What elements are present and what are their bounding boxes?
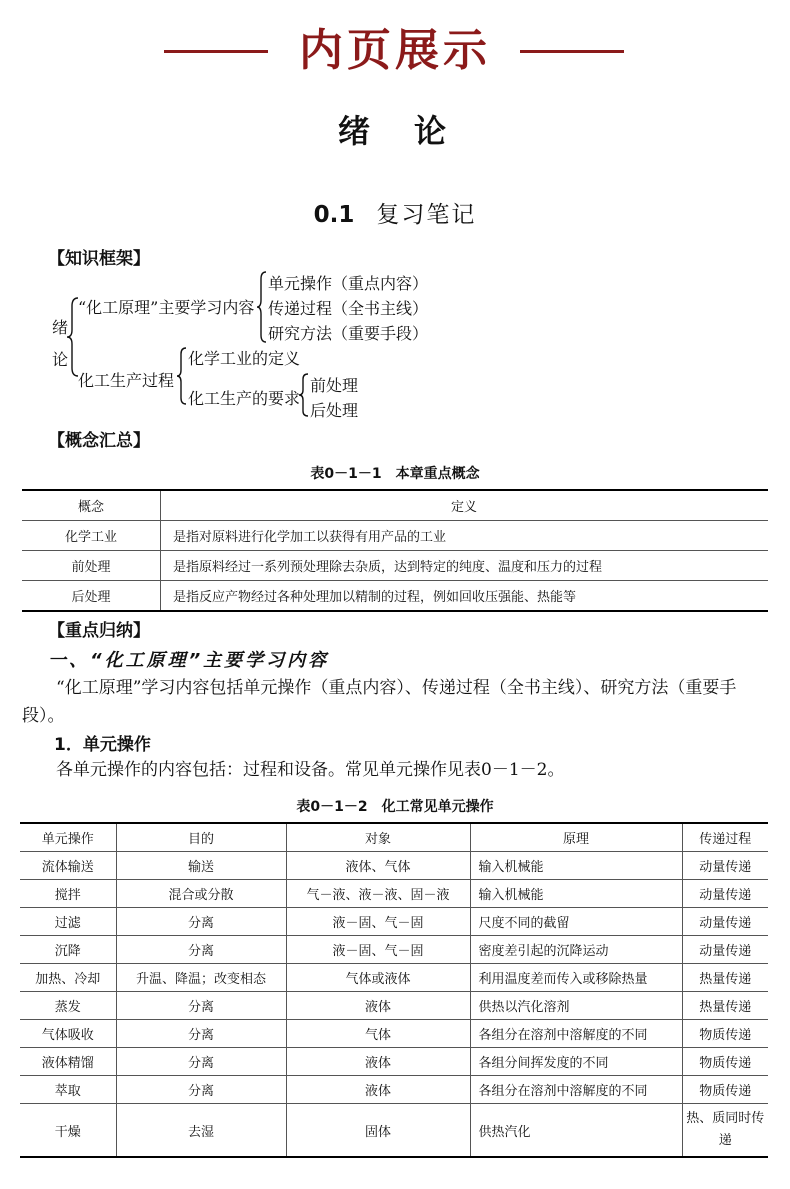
framework-branch1-label: “化工原理”主要学习内容 — [78, 298, 255, 317]
table-cell: 液体 — [286, 1076, 470, 1104]
table-row — [20, 852, 768, 880]
table-row — [20, 1104, 768, 1158]
table-row — [20, 880, 768, 908]
table-cell: 过滤 — [20, 908, 116, 936]
unit-ops-table-caption: 表0－1－2 化工常见单元操作 — [296, 799, 494, 815]
table-cell: 蒸发 — [20, 992, 116, 1020]
table-cell: 干燥 — [20, 1104, 116, 1158]
framework-branch2-sub-item-1: 前处理 — [310, 376, 359, 395]
table-header-cell: 传递过程 — [682, 823, 768, 852]
section-title — [0, 196, 790, 229]
concepts-heading: 【概念汇总】 — [48, 431, 150, 451]
framework-branch2-brace — [176, 346, 188, 406]
table-header-cell: 原理 — [470, 823, 682, 852]
table-cell: 固体 — [286, 1104, 470, 1158]
table-row — [20, 1048, 768, 1076]
table-cell: 液体、气体 — [286, 852, 470, 880]
concepts-table-caption: 表0－1－1 本章重点概念 — [310, 466, 480, 482]
key-points-paragraph-1: “化工原理”学习内容包括单元操作（重点内容）、传递过程（全书主线）、研究方法（重要手段）。 — [22, 678, 737, 726]
table-cell: 热量传递 — [682, 964, 768, 992]
framework-branch2-item-1: 化学工业的定义 — [188, 349, 301, 368]
table-cell: 供热汽化 — [470, 1104, 682, 1158]
framework-branch2-label: 化工生产过程 — [78, 371, 175, 390]
table-cell: 搅拌 — [20, 880, 116, 908]
framework-heading: 【知识框架】 — [48, 249, 150, 269]
framework-root-char-1: 绪 — [52, 318, 69, 337]
table-cell: 热、质同时传递 — [682, 1104, 768, 1158]
table-header-cell: 定义 — [161, 490, 769, 521]
table-cell: 物质传递 — [682, 1076, 768, 1104]
table-cell: 利用温度差而传入或移除热量 — [470, 964, 682, 992]
table-cell: 加热、冷却 — [20, 964, 116, 992]
table-cell: 液－固、气－固 — [286, 908, 470, 936]
table-row — [20, 908, 768, 936]
table-cell: 液－固、气－固 — [286, 936, 470, 964]
framework-branch1-brace — [256, 270, 268, 344]
key-points-heading: 【重点归纳】 — [48, 621, 150, 641]
table-cell: 分离 — [116, 908, 286, 936]
table-cell: 液体 — [286, 992, 470, 1020]
table-cell: 物质传递 — [682, 1020, 768, 1048]
table-cell: 分离 — [116, 992, 286, 1020]
table-cell: 后处理 — [22, 581, 161, 612]
table-cell: 动量传递 — [682, 936, 768, 964]
table-cell: 物质传递 — [682, 1048, 768, 1076]
framework-branch2-item-2-label: 化工生产的要求 — [188, 389, 301, 408]
table-cell: 分离 — [116, 1020, 286, 1048]
table-row — [22, 551, 768, 581]
table-cell: 输送 — [116, 852, 286, 880]
section-number: 0.1 — [313, 202, 355, 228]
table-cell: 尺度不同的截留 — [470, 908, 682, 936]
banner — [0, 22, 790, 82]
framework-branch2-sub-item-2: 后处理 — [310, 401, 359, 420]
table-row — [20, 964, 768, 992]
table-cell: 沉降 — [20, 936, 116, 964]
table-cell: 密度差引起的沉降运动 — [470, 936, 682, 964]
table-cell: 分离 — [116, 1076, 286, 1104]
table-cell: 升温、降温；改变相态 — [116, 964, 286, 992]
table-header-cell: 目的 — [116, 823, 286, 852]
table-cell: 输入机械能 — [470, 852, 682, 880]
table-row — [20, 992, 768, 1020]
table-cell: 气体或液体 — [286, 964, 470, 992]
table-cell: 动量传递 — [682, 852, 768, 880]
table-cell: 热量传递 — [682, 992, 768, 1020]
framework-branch1-item-2: 传递过程（全书主线） — [268, 299, 429, 318]
table-cell: 气体吸收 — [20, 1020, 116, 1048]
table-cell: 是指原料经过一系列预处理除去杂质，达到特定的纯度、温度和压力的过程 — [161, 551, 769, 581]
table-cell: 分离 — [116, 1048, 286, 1076]
table-cell: 液体精馏 — [20, 1048, 116, 1076]
framework-branch1-item-3: 研究方法（重要手段） — [268, 324, 429, 343]
key-points-subheading: 一、“化工原理”主要学习内容 — [48, 650, 330, 671]
table-cell: 各组分在溶剂中溶解度的不同 — [470, 1020, 682, 1048]
table-cell: 混合或分散 — [116, 880, 286, 908]
framework-branch2-sub-brace — [298, 372, 310, 418]
banner-rule-right — [520, 50, 624, 53]
table-cell: 是指对原料进行化学加工以获得有用产品的工业 — [161, 521, 769, 551]
unit-ops-heading: 1．单元操作 — [54, 735, 151, 755]
framework-branch1-item-1: 单元操作（重点内容） — [268, 274, 429, 293]
unit-ops-table — [20, 822, 768, 1158]
table-row — [20, 1020, 768, 1048]
table-cell: 动量传递 — [682, 880, 768, 908]
table-cell: 是指反应产物经过各种处理加以精制的过程，例如回收压强能、热能等 — [161, 581, 769, 612]
table-cell: 各组分在溶剂中溶解度的不同 — [470, 1076, 682, 1104]
table-cell: 分离 — [116, 936, 286, 964]
table-cell: 去湿 — [116, 1104, 286, 1158]
table-cell: 流体输送 — [20, 852, 116, 880]
table-cell: 萃取 — [20, 1076, 116, 1104]
key-points-paragraph-2: 各单元操作的内容包括：过程和设备。常见单元操作见表0－1－2。 — [56, 760, 565, 780]
banner-title: 内页展示 — [299, 25, 491, 76]
table-row — [20, 1076, 768, 1104]
table-cell: 前处理 — [22, 551, 161, 581]
section-name: 复习笔记 — [376, 202, 477, 228]
table-cell: 各组分间挥发度的不同 — [470, 1048, 682, 1076]
framework-root-char-2: 论 — [52, 350, 69, 369]
table-row — [22, 521, 768, 551]
table-header-cell: 单元操作 — [20, 823, 116, 852]
chapter-title: 绪 论 — [337, 112, 452, 150]
table-cell: 输入机械能 — [470, 880, 682, 908]
table-header-row — [22, 490, 768, 521]
table-cell: 液体 — [286, 1048, 470, 1076]
table-cell: 气体 — [286, 1020, 470, 1048]
table-row — [22, 581, 768, 612]
table-cell: 供热以汽化溶剂 — [470, 992, 682, 1020]
table-cell: 气－液、液－液、固－液 — [286, 880, 470, 908]
table-cell: 动量传递 — [682, 908, 768, 936]
table-header-row — [20, 823, 768, 852]
table-row — [20, 936, 768, 964]
table-header-cell: 对象 — [286, 823, 470, 852]
table-header-cell: 概念 — [22, 490, 161, 521]
table-cell: 化学工业 — [22, 521, 161, 551]
concepts-table — [22, 489, 768, 612]
banner-rule-left — [164, 50, 268, 53]
